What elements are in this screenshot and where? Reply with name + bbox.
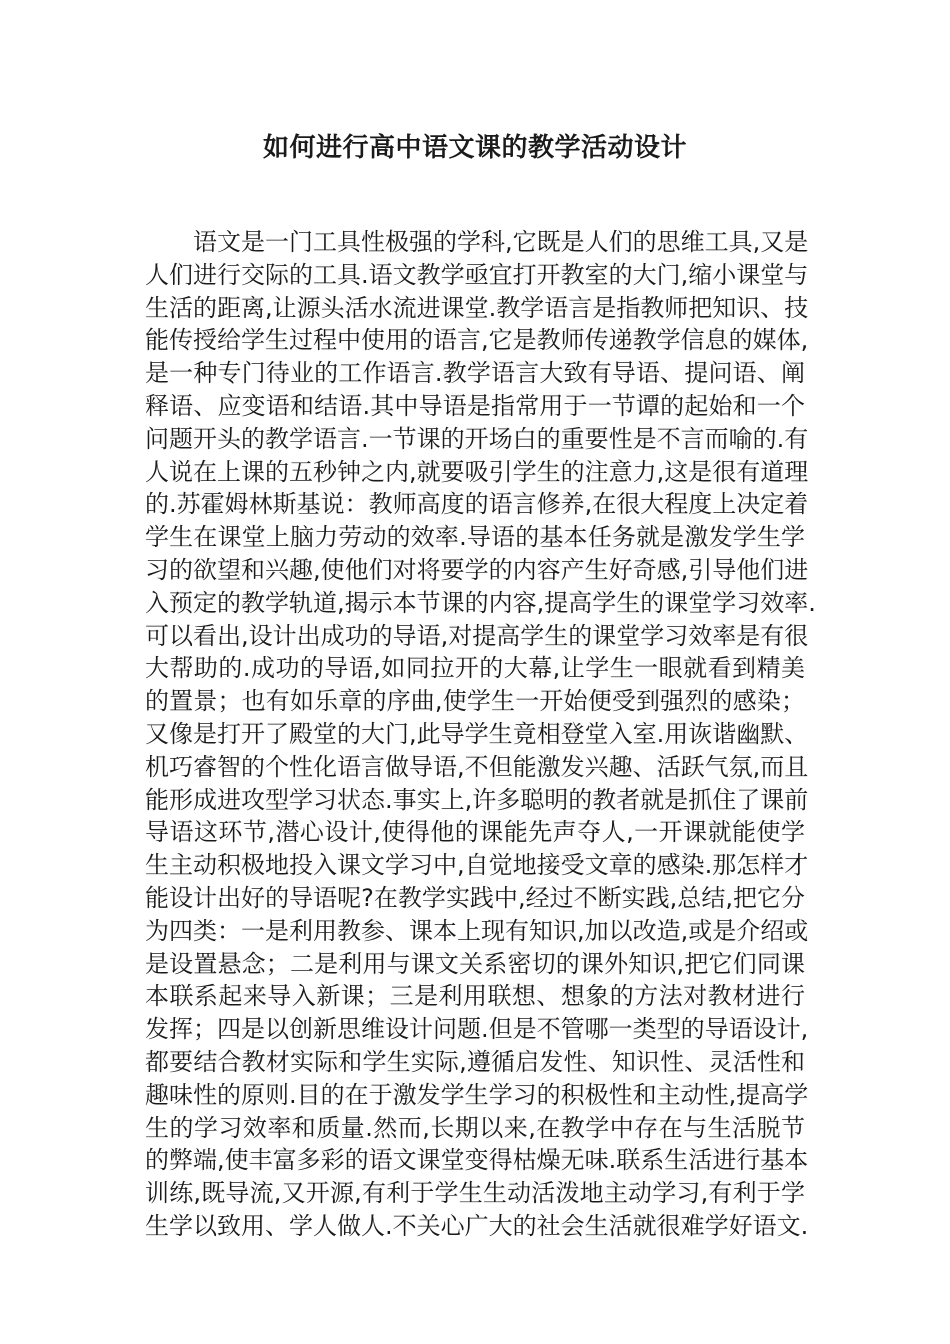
- paragraph-line: 释语、应变语和结语.其中导语是指常用于一节谭的起始和一个: [145, 391, 805, 420]
- paragraph-line: 大帮助的.成功的导语,如同拉开的大幕,让学生一眼就看到精美: [145, 654, 805, 683]
- paragraph-line: 又像是打开了殿堂的大门,此导学生竟相登堂入室.用诙谐幽默、: [145, 719, 809, 748]
- paragraph-line: 为四类：一是利用教参、课本上现有知识,加以改造,或是介绍或: [145, 916, 809, 945]
- paragraph-line: 习的欲望和兴趣,使他们对将要学的内容产生好奇感,引导他们进: [145, 555, 809, 584]
- paragraph-line: 入预定的教学轨道,揭示本节课的内容,提高学生的课堂学习效率.: [145, 588, 816, 617]
- paragraph-line: 生活的距离,让源头活水流进课堂.教学语言是指教师把知识、技: [145, 293, 809, 322]
- paragraph-line: 是设置悬念；二是利用与课文关系密切的课外知识,把它们同课: [145, 949, 805, 978]
- paragraph-line: 都要结合教材实际和学生实际,遵循启发性、知识性、灵活性和: [145, 1047, 805, 1076]
- paragraph-line: 训练,既导流,又开源,有利于学生生动活泼地主动学习,有利于学: [145, 1179, 805, 1208]
- paragraph-line: 的置景；也有如乐章的序曲,使学生一开始便受到强烈的感染；: [145, 687, 805, 716]
- paragraph-line: 发挥；四是以创新思维设计问题.但是不管哪一类型的导语设计,: [145, 1015, 809, 1044]
- paragraph-line: 生学以致用、学人做人.不关心广大的社会生活就很难学好语文.: [145, 1211, 809, 1240]
- paragraph-line: 导语这环节,潜心设计,使得他的课能先声夺人,一开课就能使学: [145, 818, 805, 847]
- paragraph-line: 学生在课堂上脑力劳动的效率.导语的基本任务就是激发学生学: [145, 523, 805, 552]
- document-title: 如何进行高中语文课的教学活动设计: [262, 133, 687, 163]
- paragraph-line: 能设计出好的导语呢?在教学实践中,经过不断实践,总结,把它分: [145, 883, 805, 912]
- paragraph-line: 的.苏霍姆林斯基说：教师高度的语言修养,在很大程度上决定着: [145, 490, 809, 519]
- paragraph-line: 本联系起来导入新课；三是利用联想、想象的方法对教材进行: [145, 982, 805, 1011]
- paragraph-line: 可以看出,设计出成功的导语,对提高学生的课堂学习效率是有很: [145, 621, 809, 650]
- paragraph-line: 语文是一门工具性极强的学科,它既是人们的思维工具,又是: [193, 228, 809, 256]
- paragraph-line: 生的学习效率和质量.然而,长期以来,在教学中存在与生活脱节: [145, 1113, 805, 1142]
- paragraph-line: 人们进行交际的工具.语文教学亟宜打开教室的大门,缩小课堂与: [145, 260, 809, 289]
- paragraph-line: 趣味性的原则.目的在于激发学生学习的积极性和主动性,提高学: [145, 1080, 809, 1109]
- paragraph-line: 能传授给学生过程中使用的语言,它是教师传递教学信息的媒体,: [145, 326, 809, 355]
- paragraph-line: 是一种专门待业的工作语言.教学语言大致有导语、提问语、阐: [145, 359, 805, 388]
- paragraph-line: 问题开头的教学语言.一节课的开场白的重要性是不言而喻的.有: [145, 424, 809, 453]
- paragraph-line: 生主动积极地投入课文学习中,自觉地接受文章的感染.那怎样才: [145, 851, 809, 880]
- body-paragraph: [145, 226, 816, 1243]
- paragraph-line: 机巧睿智的个性化语言做导语,不但能激发兴趣、活跃气氛,而且: [145, 752, 809, 781]
- paragraph-line: 能形成进攻型学习状态.事实上,许多聪明的教者就是抓住了课前: [145, 785, 809, 814]
- paragraph-line: 的弊端,使丰富多彩的语文课堂变得枯燥无味.联系生活进行基本: [145, 1146, 809, 1175]
- paragraph-line: 人说在上课的五秒钟之内,就要吸引学生的注意力,这是很有道理: [145, 457, 809, 486]
